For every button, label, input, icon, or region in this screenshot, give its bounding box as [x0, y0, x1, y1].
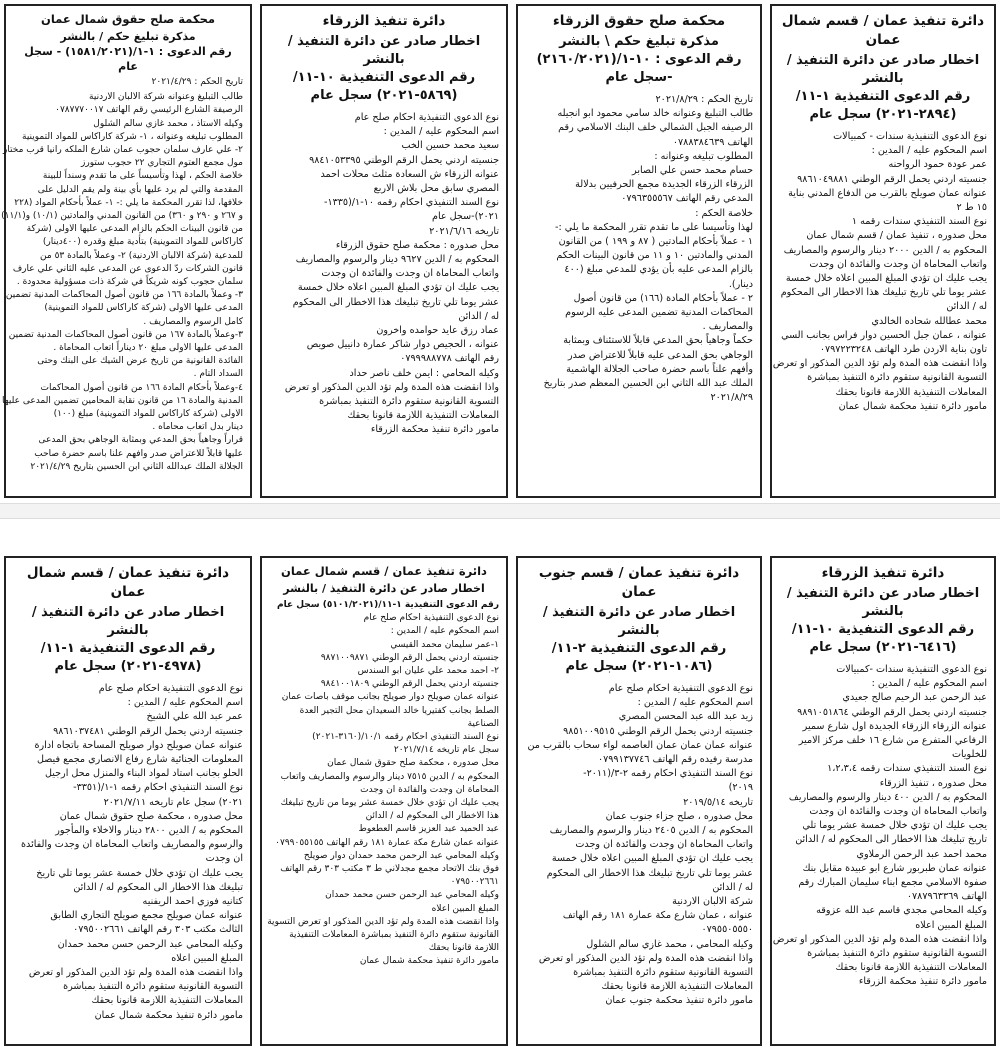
- notice-line: المبلغ المبين اعلاه: [915, 919, 987, 931]
- notice-line: عنوانه عمان صويلح دوار صويلح المساحة باتجاه ادارة: [34, 739, 243, 751]
- notice-zarqa-6416: [770, 556, 996, 1046]
- notice-line: تاون بناية الاردن طرد الهاتف ٠٧٩٧٢٢٣٢٤٨: [819, 344, 987, 356]
- notice-line: للمدعية (شركة الالبان الاردنية) ٢- وعملاً بالمادة ٥٣ من: [40, 250, 243, 261]
- notice-line: مامور دائرة تنفيذ محكمة شمال عمان: [359, 956, 499, 967]
- notice-line: تاريخه ٢٠٢١/٦/١٦: [429, 225, 499, 237]
- notice-line: المعاملات التنفيذية اللازمة قانونا بحقك: [347, 410, 499, 422]
- notice-line: المعاملات التنفيذية اللازمة قانونا بحقك: [91, 995, 243, 1007]
- notice-line: جنسيته اردني يحمل الرقم الوطني ٩٨٦١٠٤٩٨٨١: [797, 173, 987, 185]
- notice-line: ٢٠٢١) سجل عام تاريخه ٢٠٢١/٧/١١: [103, 796, 243, 808]
- notice-line: حكماً وجاهياً بحق المدعي قابلاً للاستئناف وبمثابة: [563, 335, 753, 347]
- notice-title: دائرة تنفيذ الزرقاء: [322, 13, 446, 29]
- notice-title: دائرة تنفيذ الزرقاء: [821, 565, 945, 581]
- notice-line: جنسيته اردني يحمل الرقم الوطني ٩٨٥١٠٠٩٥١٥: [563, 725, 753, 737]
- notice-line: سلمان حجوب كونه شريكاً في شركة ذات مسؤولية محدودة .: [16, 277, 243, 288]
- notice-line: التسوية القانونية ستقوم دائرة التنفيذ بمباشرة: [63, 981, 243, 993]
- notice-case-register: -سجل عام: [605, 70, 673, 85]
- notice-title: دائرة تنفيذ عمان / قسم شمال عمان: [781, 13, 985, 48]
- notice-line: واذا انقضت هذه المدة ولم تؤد الدين المذكور او تعرض: [772, 933, 987, 945]
- notice-line: ٢٠١٩): [728, 782, 753, 794]
- notice-line: تاريخه ٢٠١٩/٥/١٤: [683, 796, 753, 808]
- notice-line: محل صدوره : محكمة صلح حقوق الزرقاء: [335, 239, 499, 251]
- notice-line: المدني والمادتين ١٠ و ١١ من قانون البينات الحكم: [556, 250, 753, 262]
- notice-line: المحكوم به / الدين ٢٤٠٥ دينار والرسوم والمصاريف: [549, 825, 753, 837]
- notice-case: رقم الدعوى : ١٠-١/(٢١٦٠/٢٠٢١): [536, 52, 742, 67]
- notice-line: المدعى عليها الاولى مبلغ ٢٠ ديناراً اتعاب المحاماة .: [53, 343, 243, 354]
- notice-line: واذا انقضت هذه المدة ولم تؤد الدين المذكور او تعرض: [772, 358, 987, 370]
- notice-line: كامل الرسوم والمصاريف .: [143, 316, 243, 327]
- notice-line: تبليغك هذا الاخطار الى المحكوم له / الدائن: [73, 881, 243, 893]
- notice-line: نوع السند التنفيذي احكام رقمه ٢-٣/(٢٠١١-: [583, 768, 753, 780]
- notice-line: عنوانه الزرقاء الزرقاء الجديدة اول شارع سمير: [802, 720, 987, 732]
- row-separator: [0, 503, 1000, 519]
- notice-line: عماد رزق عايد حوامده واخرون: [376, 325, 499, 337]
- notice-line: نوع السند التنفيذي احكام رقمه ١٠/١/(٣١٦٠-٢٠٢١): [312, 732, 499, 743]
- notice-line: يجب عليك ان تؤدي خلال خمسة عشر يوما تلي: [802, 820, 987, 832]
- notice-line: محل صدوره ، تنفيذ الزرقاء: [879, 777, 987, 789]
- notice-line: عنوانه الزرقاء ش السعادة مثلث محلات احمد: [320, 168, 499, 180]
- notice-line: عنوانه ، الحجيص دوار شاكر عمارة دانييل صويص: [306, 339, 499, 351]
- notice-line: يجب عليك ان تؤدي المبلغ المبين اعلاه خلال خمسة: [551, 853, 753, 865]
- notice-line: عمر عبد الله علي الشيخ: [146, 711, 243, 723]
- notice-line: الرصيفه الجبل الشمالي خلف البنك الاسلامي رقم: [558, 122, 753, 134]
- notice-line: عنوانه عمان صويلح بالقرب من الدفاع المدني بناية: [788, 187, 987, 199]
- notice-line: واتعاب المحاماة ان وجدت والفائدة ان وجدت: [575, 839, 753, 851]
- notice-title: دائرة تنفيذ عمان / قسم شمال عمان: [26, 565, 230, 600]
- notice-line: صفوة الاسلامي مجمع ابناء سليمان المبارك رقم: [798, 877, 987, 889]
- notice-line: يجب عليك ان تؤدي المبلغ المبين اعلاه خلال خمسة: [785, 273, 987, 285]
- notice-line: تاريخ الحكم : ٢٠٢١/٨/٢٩: [655, 94, 753, 105]
- notice-line: ٠٧٩٥٠٠٢٦٦١: [450, 877, 499, 888]
- notice-line: خلاصة الحكم :: [695, 207, 753, 219]
- notice-north-amman-5101: [260, 556, 508, 1046]
- notice-line: والرسوم والمصاريف واتعاب المحاماة ان وجدت والفائدة: [21, 839, 243, 851]
- notice-line: هذا الاخطار الى المحكوم له / الدائن: [365, 811, 499, 822]
- notice-line: يجب عليك ان تؤدي المبلغ المبين اعلاه خلال خمسة: [297, 282, 499, 294]
- notice-line: نوع الدعوى التنفيذية احكام صلح عام: [354, 112, 499, 123]
- notice-body: [269, 111, 499, 438]
- notice-line: من قانون البينات الحكم بالزام المدعى عليها الاولى (شركة: [26, 224, 243, 235]
- notice-case-register: (١٠٨٦-٢٠٢١) سجل عام: [565, 659, 713, 674]
- notice-line: وكيله المحامي ، محمد غازي سالم الشلول: [586, 938, 753, 950]
- notice-line: عشر يوما تلي تاريخ تبليغك هذا الاخطار الى المحكوم: [292, 296, 499, 308]
- notice-line: المدعى عليها الاولى (شركة كاراكاس للمواد التموينية): [44, 303, 243, 314]
- notice-line: وكيله المحامي : ايمن خلف ناصر حداد: [349, 367, 499, 379]
- notice-line: التسوية القانونية ستقوم دائرة التنفيذ بمباشرة: [807, 372, 987, 384]
- notice-date: تاريخ الحكم : ٢٠٢١/٤/٢٩: [151, 77, 243, 87]
- notice-line: واتعاب المحاماة ان وجدت والفائدة ان وجدت: [809, 258, 987, 270]
- notice-case: رقم الدعوى التنفيذية ١٠-١١/: [292, 70, 476, 85]
- notice-line: مامور دائرة تنفيذ محكمة شمال عمان: [94, 1009, 243, 1021]
- notice-line: السداد التام .: [193, 369, 243, 380]
- notice-line: الاولى (شركة كاراكاس للمواد التموينية) مبلغ (١٠٠): [53, 409, 243, 420]
- notice-case: رقم الدعوى : ١-١/(١٥٨١/٢٠٢١) - سجل عام: [24, 45, 232, 73]
- notice-case-type: نوع الدعوى التنفيذية احكام صلح عام: [363, 613, 499, 624]
- notice-line: المطلوب تبليغه وعنوانه ، ١- شركة كاراكاس للمواد التموينية: [22, 131, 243, 142]
- notice-line: وكيله المحامي مجدي قاسم عبد الله عزوقه: [816, 905, 987, 917]
- notice-line: وكيله المحامي عبد الرحمن حسن محمد حمدان: [325, 890, 499, 901]
- notice-case-register: (٢٨٩٤-٢٠٢١) سجل عام: [809, 107, 957, 122]
- notice-line: المصري سابق محل بلاش الاربع: [373, 183, 499, 195]
- notice-zarqa-5869: [260, 4, 508, 498]
- notice-line: مامور دائرة تنفيذ محكمة الزرقاء: [858, 976, 987, 988]
- notice-line: ٣-وعملاً بالمادة ١٦٧ من قانون أصول المحاكمات المدنية تضمين: [8, 329, 243, 340]
- notice-line: ٣- وعملاً بالمادة ١٦٦ من قانون أصول المحاكمات المدنية تضمين: [5, 290, 243, 301]
- notice-line: الجلالة الملك عبدالله الثاني ابن الحسين بتاريخ ٢٠٢١/٤/٢٩: [30, 461, 243, 472]
- notice-line: واذا انقضت هذه المدة ولم تؤد الدين المذكور او تعرض: [284, 381, 499, 393]
- notice-line: جنسيته اردني يحمل الرقم الوطني ٩٨٦١٠٣٧٤٨١: [53, 725, 243, 737]
- notice-line: المدعي رقم الهاتف ٠٧٩٦٣٥٥٥٦٧: [621, 193, 753, 205]
- notice-line: جنسيته اردني يحمل الرقم الوطني ٩٨٩١٠٥١٨٦٤: [797, 706, 987, 718]
- notice-line: الوجاهي بحق المدعى عليه قابلاً للاعتراض صدر: [568, 349, 753, 361]
- notice-line: الحلو بجانب استاد لمواد البناء والمنزل محل ارجيل: [44, 768, 243, 780]
- notice-line: نوع السند التنفيذي احكام رقمه ١-١/(٣٣٥١-: [73, 782, 243, 794]
- notice-south-amman-1086: [516, 556, 762, 1046]
- notice-line: واتعاب المحاماة ان وجدت والفائدة ان وجدت: [321, 268, 499, 280]
- notice-subtitle: اخطار صادر عن دائرة التنفيذ / بالنشر: [287, 34, 481, 67]
- notice-case-register: (٦٤١٦-٢٠٢١) سجل عام: [809, 640, 957, 655]
- notice-line: عنوانه ، عمان شارع مكة عمارة ١٨١ رقم الهاتف: [562, 910, 753, 922]
- notice-line: المحكوم به / الدين ٤٠٠ دينار والرسوم والمصاريف: [788, 791, 987, 803]
- notice-line: خلاصة الحكم ، لهذا وتأسيساً على ما تقدم وسنداً للبينة: [42, 171, 243, 182]
- notice-body: [269, 625, 499, 968]
- notice-line: جنسيته اردني يحمل الرقم الوطني ٩٨٤١٠٥٣٣٩٥: [309, 154, 499, 166]
- notice-line: نوع السند التنفيذي سندات رقمه ١،٢،٣،٤: [827, 763, 987, 775]
- notice-line: ٢ - عملاً بأحكام المادة (١٦٦) من قانون أصول: [573, 292, 753, 304]
- notice-line: المعاملات التنفيذية اللازمة قانونا بحقك: [835, 386, 987, 398]
- notice-line: اسم المحكوم عليه / المدين :: [383, 126, 499, 138]
- notice-case: رقم الدعوى التنفيذية ١-١١/(٥١٠١/٢٠٢١) سجل عام: [277, 600, 499, 610]
- notice-line: ٢- علي عارف سلمان حجوب عمان شارع الملكه رانيا قرب مختار: [2, 145, 243, 156]
- notice-line: واذا انقضت هذه المدة ولم تؤد الدين المذكور او تعرض: [28, 967, 243, 979]
- notice-line: اسم المحكوم عليه / المدين :: [871, 145, 987, 157]
- notice-case: رقم الدعوى التنفيذية ١-١١/: [795, 89, 971, 104]
- notice-title: دائرة تنفيذ عمان / قسم جنوب عمان: [538, 565, 740, 600]
- notice-subtitle: اخطار صادر عن دائرة التنفيذ / بالنشر: [283, 582, 485, 595]
- notice-line: التسوية القانونية ستقوم دائرة التنفيذ بمباشرة: [319, 396, 499, 408]
- notice-line: الصناعية: [467, 718, 499, 729]
- notice-line: ٠٧٩٥٥٠٥٥٥٠: [701, 924, 753, 936]
- notice-line: حسام محمد حسن علي الصابر: [632, 165, 753, 177]
- notice-line: المعلومات الجنائية شارع رفاع الانصاري مجمع فيصل: [36, 754, 243, 766]
- notice-line: دينار بدل اتعاب محاماه .: [152, 422, 243, 433]
- notice-line: للخلويات: [951, 749, 987, 761]
- notice-line: سجل عام تاريخه ٢٠٢١/٧/١٤: [393, 745, 499, 756]
- notice-line: محمد عطالله شحاده الخالدي: [871, 315, 987, 327]
- notice-line: اللازمة قانونا بحقك: [428, 943, 499, 954]
- notice-line: الثالث مكتب ٣٠٣ رقم الهاتف ٠٧٩٥٠٠٢٦٦١: [73, 924, 243, 936]
- notice-line: زيد عبد الله عبد المحسن المصري: [618, 711, 753, 723]
- notice-line: الرصيفة الشارع الرئيسي رقم الهاتف ٠٧٨٧٧٧٠٠١٧: [55, 105, 243, 116]
- notice-line: الرفاعي المتفرع من شارع ١٦ خلف مركز الامير: [798, 735, 987, 747]
- notice-body: [772, 130, 987, 414]
- notice-line: محل صدوره ، محكمة صلح حقوق شمال عمان: [59, 810, 243, 822]
- notice-line: جنسيته اردني يحمل الرقم الوطني ٩٨٤١٠٠١٨٠٩: [320, 679, 499, 690]
- notice-line: عنوانه عمان عمان عمان العاصمه لواء سحاب بالقرب من: [527, 739, 753, 751]
- notice-line: المدنية والمادة ١٦ من قانون نقابة المحامين تضمين المدعى عليها: [2, 395, 243, 406]
- notice-body: [525, 93, 753, 405]
- notice-line: نوع الدعوى التنفيذية احكام صلح عام: [98, 683, 243, 694]
- notice-line: المحاكمات المدنية تضمين المدعى عليه الرسوم: [565, 307, 753, 319]
- notice-title: محكمة صلح حقوق الزرقاء: [552, 13, 726, 29]
- notice-line: ٢- احمد محمد علي عليان ابو السندس: [357, 666, 499, 677]
- notice-line: ١ - عملاً بأحكام المادتين ( ٨٧ و ١٩٩ ) من القانون: [558, 236, 753, 248]
- notice-line: له / الدائن: [946, 301, 987, 313]
- notice-subtitle: اخطار صادر عن دائرة التنفيذ / بالنشر: [31, 605, 225, 638]
- notice-line: واذا انقضت هذه المدة ولم تؤد الدين المذكور او تعرض: [538, 952, 753, 964]
- notice-line: له / الدائن: [458, 310, 499, 322]
- notice-line: تاريخ تبليغك هذا الاخطار الى المحكوم له / الدائن: [795, 834, 987, 846]
- notice-line: المحكوم به / الدين ٩٦٢٧ دينار والرسوم والمصاريف: [295, 254, 499, 266]
- notice-line: رقم الهاتف ٠٧٩٩٩٨٨٧٧٨: [400, 353, 499, 365]
- notice-case-register: (٤٩٧٨-٢٠٢١) سجل عام: [54, 659, 202, 674]
- notice-line: عشر يوما تلي تاريخ تبليغك هذا الاخطار الى المحكوم: [546, 867, 753, 879]
- notice-line: المعاملات التنفيذية اللازمة قانونا بحقك: [601, 981, 753, 993]
- notice-line: عبد الرحمن عبد الرحيم صالح جعيدي: [842, 692, 987, 704]
- notice-line: المعاملات التنفيذية اللازمة قانونا بحقك: [835, 962, 987, 974]
- notice-line: عمر عودة حمود الرواحنه: [888, 159, 987, 171]
- notice-line: محل صدوره ، محكمة صلح حقوق شمال عمان: [327, 758, 499, 769]
- notice-case: رقم الدعوى التنفيذية ١٠-١١/: [791, 622, 975, 637]
- notice-line: عنوانه ، عمان جبل الحسين دوار فراس بجانب السي: [781, 329, 987, 341]
- notice-line: القانونية ستقوم دائرة التنفيذ بمباشرة المعاملات التنفيذية: [289, 930, 499, 941]
- notice-line: محل صدوره ، صلح جزاء جنوب عمان: [605, 810, 753, 822]
- notice-subtitle: اخطار صادر عن دائرة التنفيذ / بالنشر: [542, 605, 736, 638]
- notice-line: ٢٠٢١)-سجل عام: [432, 211, 499, 223]
- notice-line: عشر يوما تلي تاريخ تبليغك هذا الاخطار الى المحكوم: [780, 287, 987, 299]
- notice-line: الهاتف ٠٧٨٧٩٦٣٣٦٩: [906, 891, 987, 903]
- notice-line: طالب التبليغ وعنوانه شركة الالبان الاردنية: [89, 92, 243, 103]
- notice-line: نوع الدعوى التنفيذية سندات -كمبيالات: [836, 664, 987, 675]
- notice-line: طالب التبليغ وعنوانه خالد سامي محمود ابو انجيله: [557, 108, 753, 120]
- notice-body: [525, 682, 753, 1009]
- notice-case-register: (٥٨٦٩-٢٠٢١) سجل عام: [310, 88, 458, 103]
- notice-line: الملك عبد الله الثاني ابن الحسين المعظم صدر بتاريخ: [543, 378, 753, 390]
- notice-line: ٤-وعملاً بأحكام المادة ١٦٦ من قانون أصول المحاكمات: [40, 382, 243, 393]
- notice-north-amman-court-1581: [1, 4, 252, 498]
- notice-line: واتعاب المحاماة ان وجدت والفائدة ان وجدت: [809, 806, 987, 818]
- notice-line: وكيله المحامي عبد الرحمن محمد حمدان دوار صويلح: [303, 850, 499, 861]
- notice-line: المقدمة والتي لم يرد عليها بأي بينة ولم يقم الدليل على: [37, 184, 243, 195]
- notice-line: الفائدة القانونية من تاريخ عرض الشيك على البنك وحتى: [37, 356, 243, 367]
- notice-north-amman-2894: [770, 4, 996, 498]
- notice-line: نوع السند التنفيذي سندات رقمه ١: [851, 216, 987, 228]
- notice-line: ١-عمر سليمان محمد القيسي: [390, 639, 499, 650]
- notice-north-amman-4978: [4, 556, 252, 1046]
- notice-line: كاراكاس للمواد التموينية) بتأدية مبلغ وقدره (٤٠٠دينار): [42, 237, 243, 248]
- notice-line: واذا انقضت هذه المدة ولم تؤد الدين المذكور او تعرض التسوية: [267, 916, 499, 927]
- notice-line: عنوانه عمان طبربور شارع ابو عبيدة مقابل بنك: [802, 862, 987, 874]
- notice-line: اسم المحكوم عليه / المدين :: [127, 697, 243, 709]
- notice-line: والمصاريف .: [702, 321, 753, 333]
- notice-body: [772, 663, 987, 990]
- notice-line: قانون الشركات ردّ الدعوى عن المدعى عليه الثاني علي عارف: [12, 263, 243, 274]
- notice-line: اسم المحكوم عليه / المدين :: [390, 626, 499, 637]
- notice-line: المحكوم به / الدين ٧٥١٥ دينار والرسوم والمصاريف واتعاب: [280, 771, 499, 782]
- notice-line: محل صدوره ، تنفيذ عمان / قسم شمال عمان: [806, 230, 987, 242]
- notice-line: مول مجمع العتوم التجاري ٢٢ حجوب ستورز: [81, 158, 243, 169]
- notice-line: نوع الدعوى التنفيذية سندات - كمبيالات: [833, 131, 987, 142]
- notice-line: اسم المحكوم عليه / المدين :: [637, 697, 753, 709]
- notice-line: عبد الحميد عبد العزيز قاسم العطعوط: [358, 824, 499, 835]
- notice-line: محمد احمد عبد الرحمن الرملاوي: [856, 848, 987, 860]
- notice-line: اسم المحكوم عليه / المدين :: [871, 678, 987, 690]
- notice-body: [13, 682, 243, 1023]
- notice-line: وأفهم علناً باسم حضرة صاحب الجلالة الهاشمية: [566, 363, 753, 375]
- notice-line: لهذا وتأسيسا على ما تقدم تقرر المحكمة ما يلي :-: [555, 221, 753, 233]
- notice-line: عليها قابلاً للاعتراض صدر وافهم علنا باسم حضرة صاحب: [34, 448, 243, 459]
- notice-line: المحكوم به / الدين ٢٠٠٠ دينار والرسوم والمصاريف: [783, 244, 987, 256]
- notice-line: المحاماة ان وجدت والفائدة ان وجدت: [360, 784, 499, 795]
- notice-line: مدرسة رفيده رقم الهاتف ٠٧٩٩١٣٧٧٤٦: [597, 754, 753, 766]
- notice-line: عنوانه عمان شارع مكة عمارة ١٨١ رقم الهاتف ٠٧٩٩٠٥٥١٥٥: [275, 837, 499, 848]
- notice-line: له / الدائن: [712, 881, 753, 893]
- notice-line: وكيله الاستاذ ، محمد غازي سالم الشلول: [93, 118, 243, 129]
- notice-line: يجب عليك ان تؤدي خلال خمسة عشر يوما من تاريخ تبليغك: [280, 798, 499, 809]
- notice-line: التسوية القانونية ستقوم دائرة التنفيذ بمباشرة: [807, 948, 987, 960]
- notice-line: المبلغ المبين اعلاه: [431, 903, 499, 914]
- notice-case: رقم الدعوى التنفيذية ١-١١/: [40, 641, 216, 656]
- notice-line: الزرقاء الزرقاء الجديدة مجمع الحرفيين بدلالة: [575, 179, 753, 191]
- notice-case: رقم الدعوى التنفيذية ٢-١١/: [551, 641, 727, 656]
- notice-line: كتانيه فوزي احمد الريفنيه: [142, 896, 243, 908]
- notice-line: سعيد محمد حسين الخب: [401, 140, 499, 152]
- notice-line: عنوانه عمان صويلح مجمع صويلح التجاري الطابق: [50, 910, 243, 922]
- notice-title: محكمة صلح حقوق شمال عمان: [41, 12, 215, 26]
- notice-body: [1, 91, 243, 474]
- notice-line: ان وجدت: [205, 853, 243, 865]
- notice-line: مامور دائرة تنفيذ محكمة شمال عمان: [838, 400, 987, 412]
- notice-line: المطلوب تبليغه وعنوانه :: [654, 150, 753, 162]
- notice-subtitle: اخطار صادر عن دائرة التنفيذ / بالنشر: [786, 53, 980, 86]
- notice-line: نوع السند التنفيذي احكام رقمه ١٠-١/(١٣٣٥-: [323, 197, 499, 209]
- notice-line: خلافها، لذا تقرر المحكمة ما يلي :- ١- عملاً بأحكام المواد (٢٢٨: [14, 197, 243, 208]
- notice-line: يجب عليك ان تؤدي خلال خمسة عشر يوما تلي تاريخ: [36, 867, 243, 879]
- notice-line: المحكوم به / الدين ٢٨٠٠ دينار والاخلاء والمأجور: [55, 825, 243, 837]
- notice-line: ٢٠٢١/٨/٢٩: [710, 392, 753, 404]
- notice-line: التسوية القانونية ستقوم دائرة التنفيذ بمباشرة: [573, 967, 753, 979]
- notice-line: نوع الدعوى التنفيذية احكام صلح عام: [608, 683, 753, 694]
- notice-title: دائرة تنفيذ عمان / قسم شمال عمان: [281, 564, 487, 578]
- notice-line: مامور دائرة تنفيذ محكمة جنوب عمان: [605, 995, 753, 1007]
- notice-subtitle: مذكرة تبليغ حكم / بالنشر: [60, 30, 196, 43]
- notice-line: الهاتف ٠٧٨٨٣٨٤٦٣٩: [672, 136, 753, 148]
- notice-line: مامور دائرة تنفيذ محكمة الزرقاء: [370, 424, 499, 436]
- notice-line: الصلط بجانب كفتيريا خالد السعيدان محل التجير العدة: [299, 705, 499, 716]
- notice-line: بالزام المدعى عليه بأن يؤدي للمدعي مبلغ (٤٠٠: [564, 264, 753, 276]
- notice-line: شركة الالبان الاردنية: [672, 896, 753, 908]
- notice-line: دينار).: [728, 278, 753, 290]
- notice-line: عنوانه عمان صويلح دوار صويلح بجانب موقف باصات عمان: [281, 692, 499, 703]
- notice-line: و ٢٦٧ و ٢٩٠ و ٣٦٠) من القانون المدني والمادتين (١٠/١) و(١١/١): [1, 211, 243, 222]
- notice-line: المبلغ المبين اعلاه: [171, 952, 243, 964]
- notice-line: ١٥ ط ٢: [956, 202, 987, 214]
- notice-line: فوق بنك الاتحاد مجمع مجدلاني ط ٣ مكتب ٣٠٣ رقم الهاتف: [280, 864, 499, 875]
- notice-line: وكيله المحامي عبد الرحمن حسن محمد حمدان: [57, 938, 243, 950]
- notice-line: جنسيته اردني يحمل الرقم الوطني ٩٨٧١٠٠٩٨٧١: [320, 652, 499, 663]
- notice-zarqa-court-2160: [516, 4, 762, 498]
- notice-subtitle: مذكرة تبليغ حكم \ بالنشر: [559, 34, 719, 49]
- notice-subtitle: اخطار صادر عن دائرة التنفيذ / بالنشر: [786, 586, 980, 619]
- notice-line: قراراً وجاهياً بحق المدعي وبمثابة الوجاهي بحق المدعى: [38, 435, 243, 446]
